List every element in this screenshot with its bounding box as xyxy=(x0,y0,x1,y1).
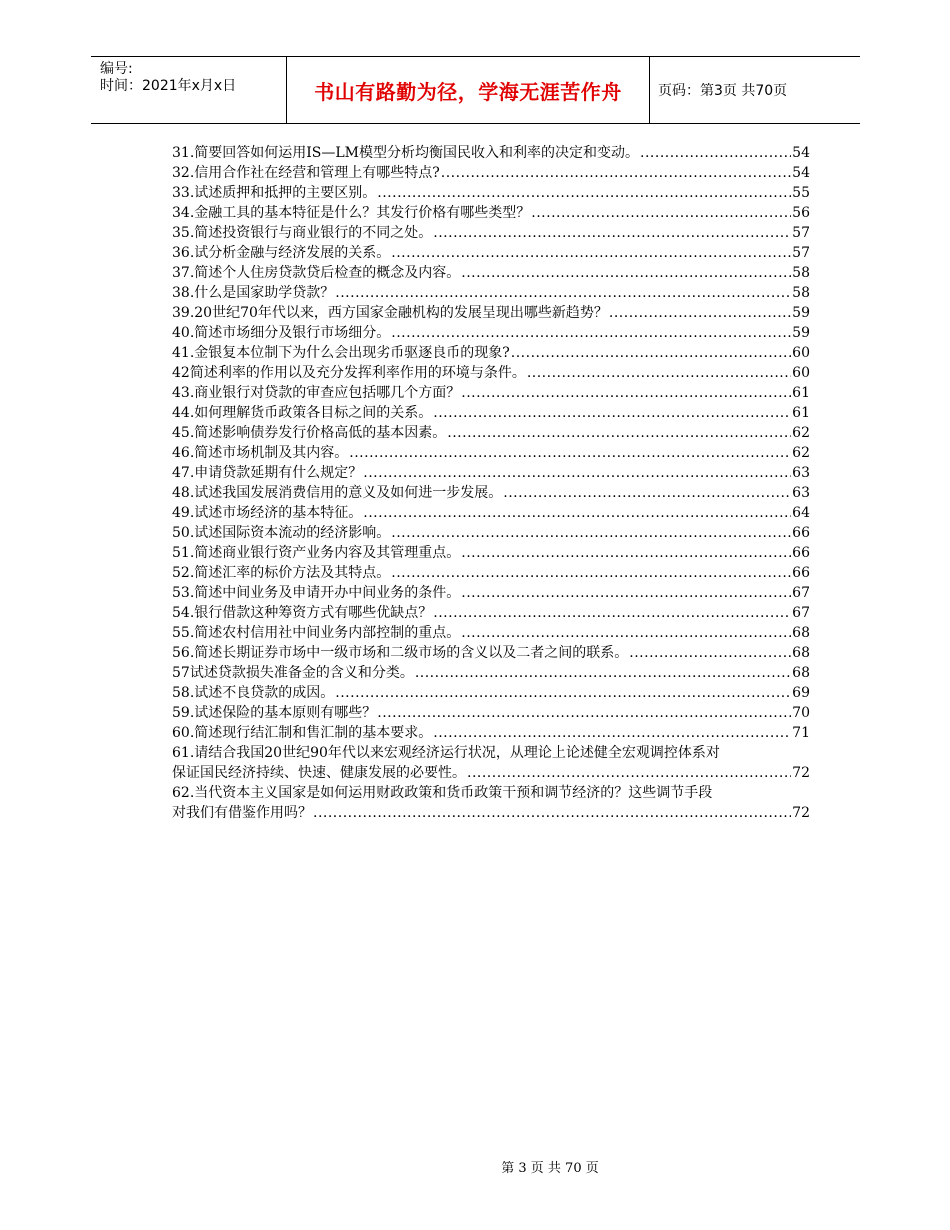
motto-text: 书山有路勤为径，学海无涯苦作舟 xyxy=(314,79,622,104)
toc-leader-dots xyxy=(391,523,791,543)
toc-entry-title: 59.试述保险的基本原则有哪些？ xyxy=(172,705,377,721)
toc-leader-dots xyxy=(640,143,791,163)
toc-entry-title: 54.银行借款这种筹资方式有哪些优缺点？ xyxy=(172,605,433,621)
toc-entry-page: 60 xyxy=(792,365,810,381)
toc-entry-title: 46.简述市场机制及其内容。 xyxy=(172,445,349,461)
toc-entry-title: 33.试述质押和抵押的主要区别。 xyxy=(172,185,377,201)
time-label: 时间：2021年x月x日 xyxy=(100,78,237,94)
toc-entry-title: 55.简述农村信用社中间业务内部控制的重点。 xyxy=(172,625,461,641)
toc-entry[interactable] xyxy=(172,343,810,363)
toc-entry-page: 61 xyxy=(792,385,810,401)
toc-leader-dots xyxy=(335,283,791,303)
toc-entry-title: 44.如何理解货币政策各目标之间的关系。 xyxy=(172,405,433,421)
toc-entry-title: 58.试述不良贷款的成因。 xyxy=(172,685,335,701)
toc-entry[interactable] xyxy=(172,323,810,343)
toc-entry-title-line1: 61.请结合我国20世纪90年代以来宏观经济运行状况，从理论上论述健全宏观调控体系对 xyxy=(172,745,720,761)
toc-entry-line2 xyxy=(172,763,810,783)
toc-entry-page: 67 xyxy=(792,585,810,601)
toc-entry[interactable] xyxy=(172,243,810,263)
header-motto-cell xyxy=(287,57,650,123)
toc-entry[interactable] xyxy=(172,563,810,583)
toc-leader-dots xyxy=(433,223,791,243)
toc-entry-title: 47.申请贷款延期有什么规定？ xyxy=(172,465,363,481)
toc-entry-page: 63 xyxy=(792,485,810,501)
toc-entry[interactable] xyxy=(172,203,810,223)
toc-entry-page: 57 xyxy=(792,245,810,261)
toc-entry[interactable] xyxy=(172,523,810,543)
toc-entry[interactable] xyxy=(172,643,810,663)
toc-leader-dots xyxy=(391,323,791,343)
toc-entry[interactable] xyxy=(172,503,810,523)
toc-leader-dots xyxy=(461,583,791,603)
toc-leader-dots xyxy=(377,183,791,203)
page-header xyxy=(91,56,860,124)
toc-leader-dots xyxy=(391,563,791,583)
toc-entry-page: 70 xyxy=(792,705,810,721)
toc-entry-title: 40.简述市场细分及银行市场细分。 xyxy=(172,325,391,341)
toc-leader-dots xyxy=(377,703,791,723)
toc-entry-page: 57 xyxy=(792,225,810,241)
toc-entry-multiline[interactable] xyxy=(172,783,810,823)
toc-leader-dots xyxy=(415,663,791,683)
toc-leader-dots xyxy=(335,683,791,703)
toc-entry-title: 31.简要回答如何运用IS—LM模型分析均衡国民收入和利率的决定和变动。 xyxy=(172,145,640,161)
toc-leader-dots xyxy=(629,643,791,663)
toc-entry-title-line1: 62.当代资本主义国家是如何运用财政政策和货币政策干预和调节经济的？这些调节手段 xyxy=(172,785,713,801)
toc-entry-title-line2: 对我们有借鉴作用吗？ xyxy=(172,805,312,821)
toc-entry-title: 51.简述商业银行资产业务内容及其管理重点。 xyxy=(172,545,461,561)
toc-entry-multiline[interactable] xyxy=(172,743,810,783)
toc-leader-dots xyxy=(313,803,791,823)
toc-entry[interactable] xyxy=(172,223,810,243)
toc-entry-title: 50.试述国际资本流动的经济影响。 xyxy=(172,525,391,541)
toc-entry-page: 56 xyxy=(792,205,810,221)
toc-leader-dots xyxy=(433,403,791,423)
toc-entry-title: 53.简述中间业务及申请开办中间业务的条件。 xyxy=(172,585,461,601)
toc-entry[interactable] xyxy=(172,303,810,323)
toc-entry-title: 41.金银复本位制下为什么会出现劣币驱逐良币的现象? xyxy=(172,345,510,361)
toc-entry-title: 38.什么是国家助学贷款？ xyxy=(172,285,335,301)
toc-leader-dots xyxy=(461,623,791,643)
toc-entry-page: 63 xyxy=(792,465,810,481)
toc-entry-title: 42简述利率的作用以及充分发挥利率作用的环境与条件。 xyxy=(172,365,526,381)
toc-entry[interactable] xyxy=(172,183,810,203)
toc-entry-title: 56.简述长期证券市场中一级市场和二级市场的含义以及二者之间的联系。 xyxy=(172,645,629,661)
page-footer xyxy=(0,1157,950,1176)
toc-entry[interactable] xyxy=(172,723,810,743)
toc-leader-dots xyxy=(531,203,791,223)
toc-entry[interactable] xyxy=(172,283,810,303)
toc-entry-page: 68 xyxy=(792,645,810,661)
toc-entry[interactable] xyxy=(172,443,810,463)
toc-entry-title: 32.信用合作社在经营和管理上有哪些特点? xyxy=(172,165,440,181)
toc-entry[interactable] xyxy=(172,583,810,603)
toc-entry-title: 60.简述现行结汇制和售汇制的基本要求。 xyxy=(172,725,433,741)
code-label: 编号: xyxy=(100,61,133,77)
toc-entry[interactable] xyxy=(172,703,810,723)
toc-entry-page: 62 xyxy=(792,425,810,441)
toc-entry[interactable] xyxy=(172,403,810,423)
toc-entry-page: 66 xyxy=(792,565,810,581)
toc-entry-title: 48.试述我国发展消费信用的意义及如何进一步发展。 xyxy=(172,485,503,501)
header-page-cell xyxy=(650,57,860,123)
toc-entry[interactable] xyxy=(172,463,810,483)
toc-entry-title: 39.20世纪70年代以来，西方国家金融机构的发展呈现出哪些新趋势？ xyxy=(172,305,608,321)
toc-entry[interactable] xyxy=(172,143,810,163)
toc-entry-page: 58 xyxy=(792,285,810,301)
toc-entry[interactable] xyxy=(172,483,810,503)
toc-entry[interactable] xyxy=(172,683,810,703)
toc-leader-dots xyxy=(447,423,791,443)
toc-leader-dots xyxy=(609,303,791,323)
toc-entry-page: 59 xyxy=(792,305,810,321)
toc-entry-title: 57试述贷款损失准备金的含义和分类。 xyxy=(172,665,414,681)
toc-entry-page: 54 xyxy=(792,165,810,181)
toc-leader-dots xyxy=(467,763,791,783)
toc-entry-title: 36.试分析金融与经济发展的关系。 xyxy=(172,245,391,261)
footer-page-number: 第 3 页 共 70 页 xyxy=(501,1161,599,1176)
toc-leader-dots xyxy=(363,463,791,483)
toc-entry-page: 54 xyxy=(792,145,810,161)
toc-entry-page: 68 xyxy=(792,625,810,641)
toc-leader-dots xyxy=(461,263,791,283)
toc-leader-dots xyxy=(391,243,791,263)
toc-entry-page: 62 xyxy=(792,445,810,461)
toc-leader-dots xyxy=(527,363,791,383)
toc-entry[interactable] xyxy=(172,163,810,183)
toc-entry[interactable] xyxy=(172,423,810,443)
toc-entry-page: 72 xyxy=(792,765,810,781)
toc-entry-title: 49.试述市场经济的基本特征。 xyxy=(172,505,363,521)
toc-leader-dots xyxy=(433,603,791,623)
toc-entry[interactable] xyxy=(172,383,810,403)
toc-entry-line2 xyxy=(172,803,810,823)
toc-entry-page: 66 xyxy=(792,545,810,561)
toc-leader-dots xyxy=(461,383,791,403)
toc-leader-dots xyxy=(511,343,791,363)
toc-entry-page: 61 xyxy=(792,405,810,421)
toc-entry[interactable] xyxy=(172,623,810,643)
toc-entry-page: 68 xyxy=(792,665,810,681)
toc-entry-title: 45.简述影响债券发行价格高低的基本因素。 xyxy=(172,425,447,441)
toc-entry-page: 58 xyxy=(792,265,810,281)
header-meta-cell xyxy=(91,57,287,123)
toc-entry-page: 67 xyxy=(792,605,810,621)
table-of-contents xyxy=(172,143,810,823)
toc-leader-dots xyxy=(461,543,791,563)
toc-entry[interactable] xyxy=(172,663,810,683)
toc-entry[interactable] xyxy=(172,603,810,623)
toc-leader-dots xyxy=(503,483,791,503)
toc-entry-page: 64 xyxy=(792,505,810,521)
toc-entry-page: 55 xyxy=(792,185,810,201)
toc-entry-title: 35.简述投资银行与商业银行的不同之处。 xyxy=(172,225,433,241)
toc-entry[interactable] xyxy=(172,263,810,283)
toc-entry-page: 72 xyxy=(792,805,810,821)
toc-entry-title: 34.金融工具的基本特征是什么？其发行价格有哪些类型？ xyxy=(172,205,531,221)
toc-entry-page: 69 xyxy=(792,685,810,701)
toc-leader-dots xyxy=(349,443,791,463)
toc-entry-title: 37.简述个人住房贷款贷后检查的概念及内容。 xyxy=(172,265,461,281)
toc-entry-page: 60 xyxy=(792,345,810,361)
toc-entry-page: 66 xyxy=(792,525,810,541)
toc-entry-page: 71 xyxy=(792,725,810,741)
toc-entry[interactable] xyxy=(172,543,810,563)
toc-entry-page: 59 xyxy=(792,325,810,341)
toc-entry-title-line2: 保证国民经济持续、快速、健康发展的必要性。 xyxy=(172,765,466,781)
toc-leader-dots xyxy=(433,723,791,743)
toc-entry-title: 52.简述汇率的标价方法及其特点。 xyxy=(172,565,391,581)
toc-entry[interactable] xyxy=(172,363,810,383)
toc-leader-dots xyxy=(363,503,791,523)
header-page-label: 页码：第3页 共70页 xyxy=(658,83,788,99)
toc-entry-title: 43.商业银行对贷款的审查应包括哪几个方面？ xyxy=(172,385,461,401)
toc-leader-dots xyxy=(441,163,791,183)
